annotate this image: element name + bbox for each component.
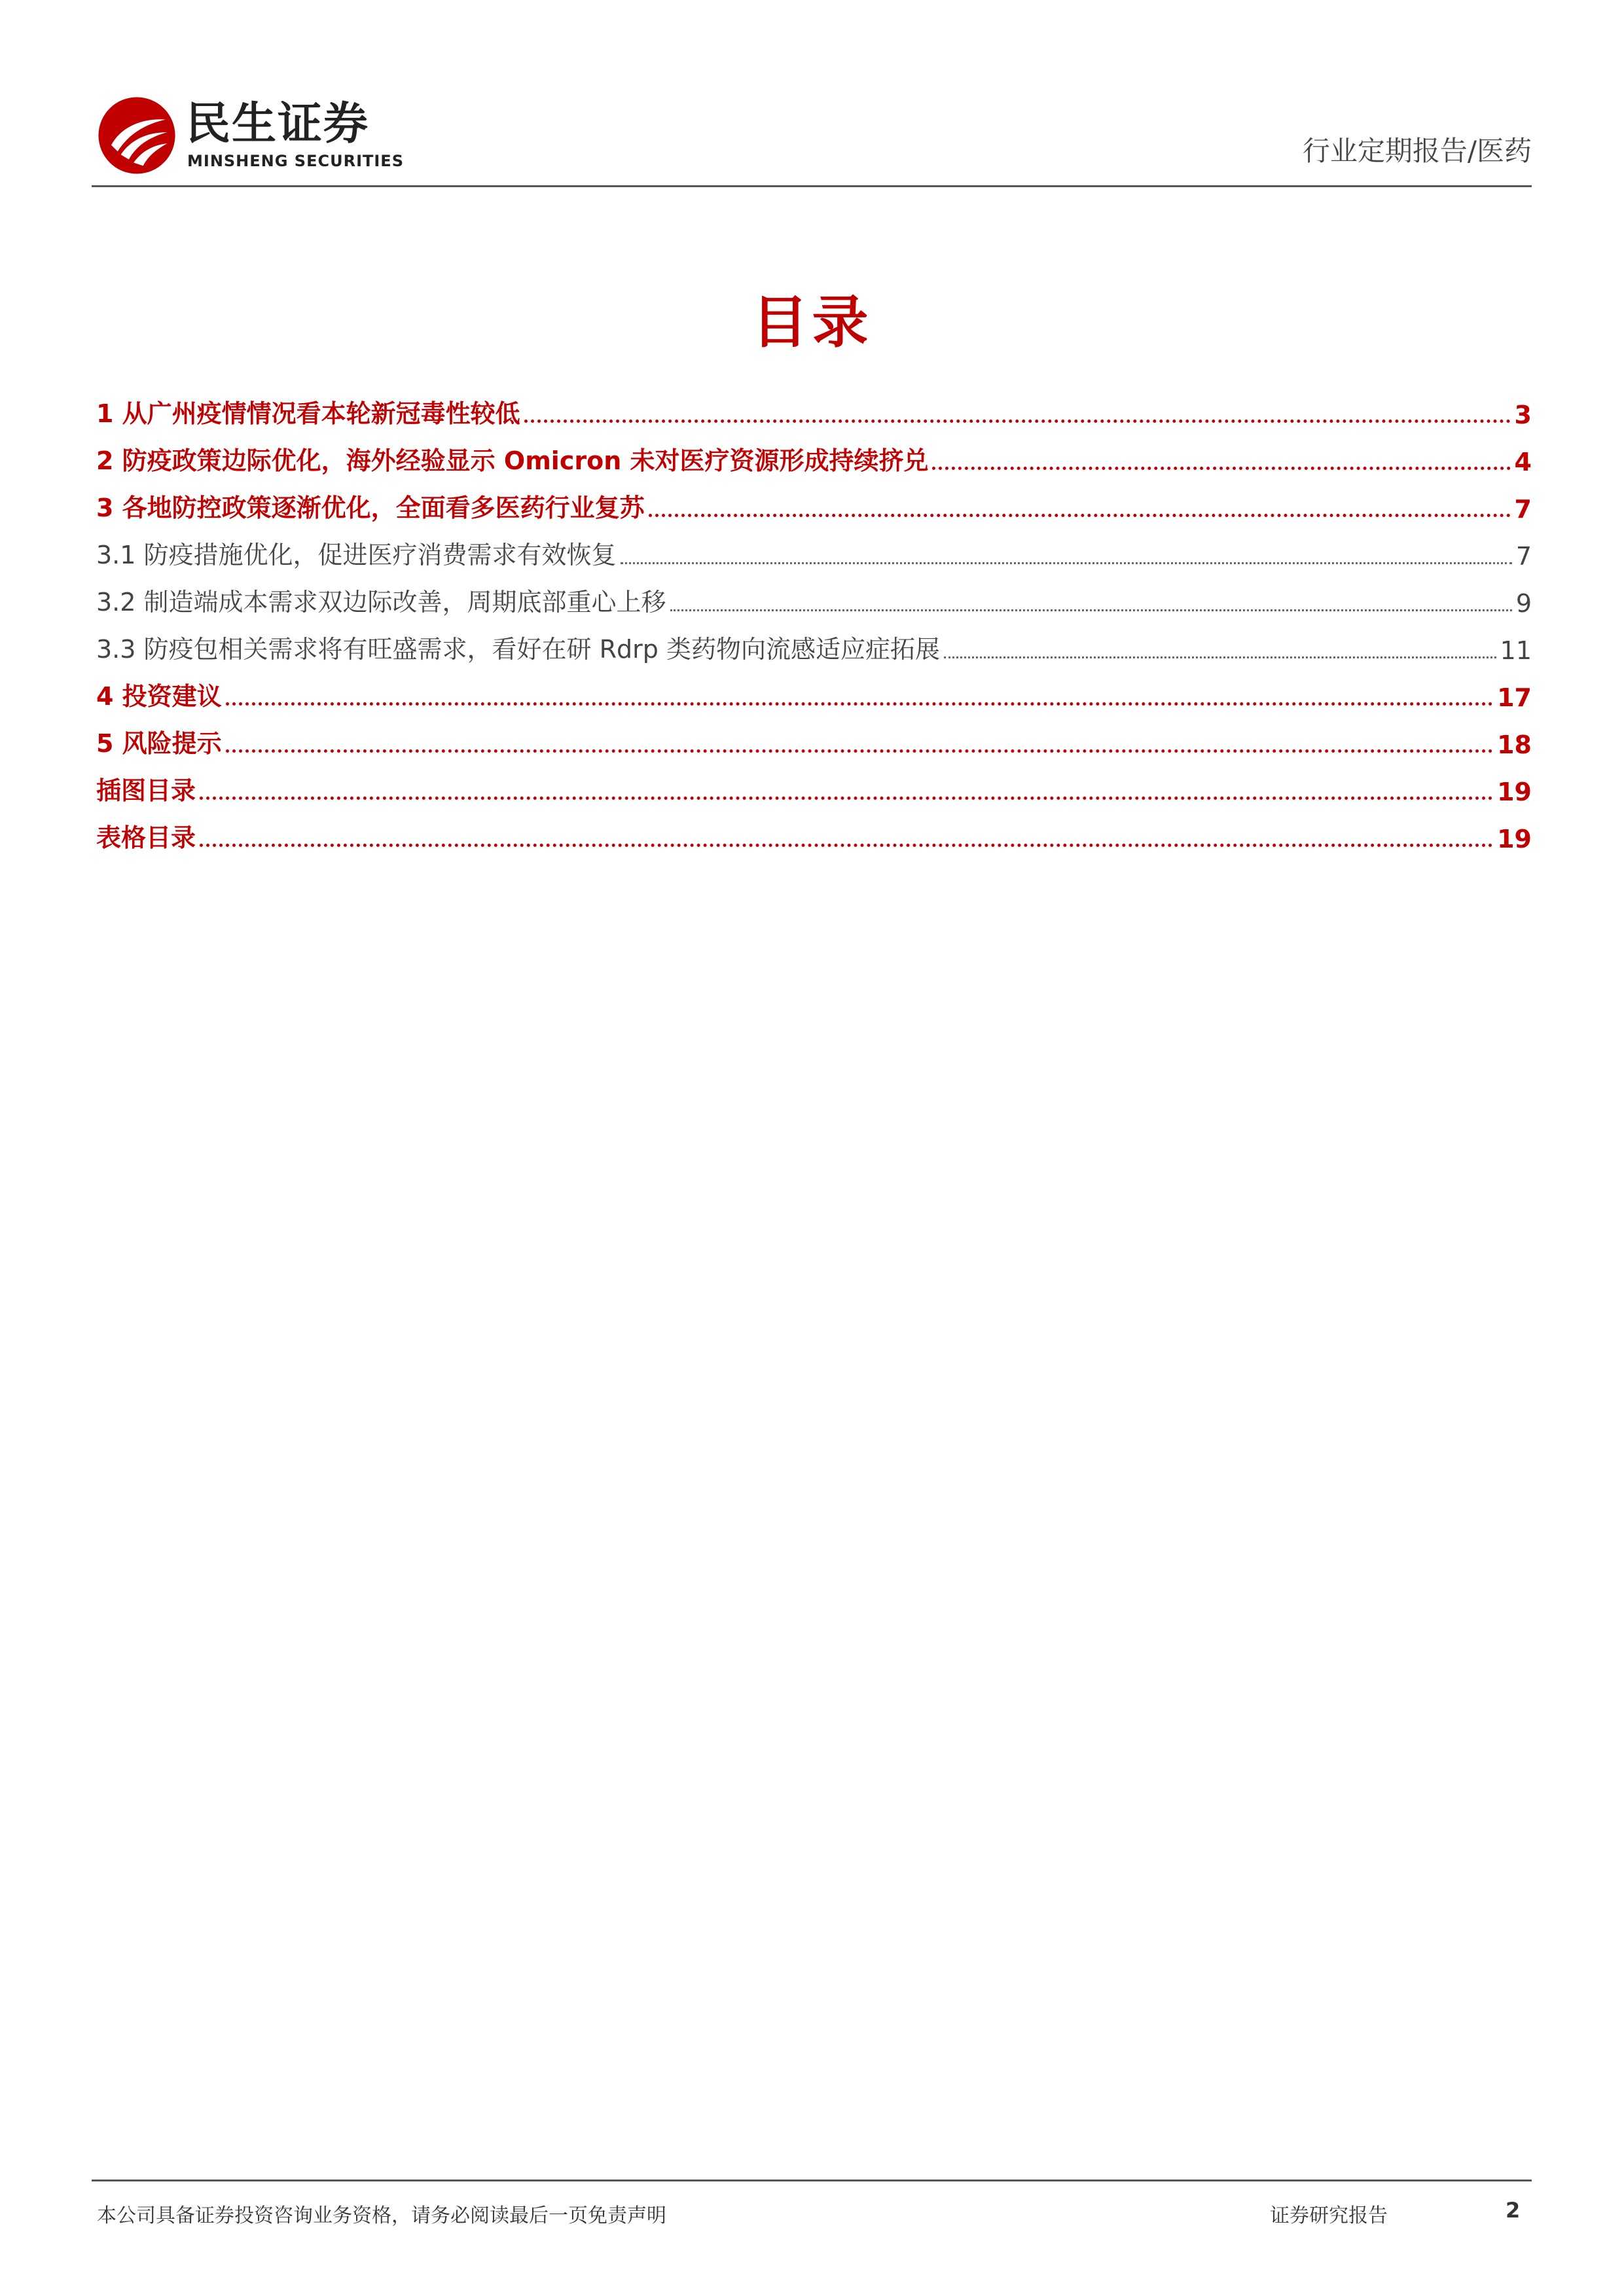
toc-entry-title: 表格目录 (96, 823, 196, 852)
toc-entry[interactable] (96, 624, 1532, 672)
toc-dot-leader (200, 797, 1493, 800)
toc-dot-leader (226, 702, 1493, 706)
toc-dot-leader (524, 420, 1511, 423)
toc-entry[interactable] (96, 577, 1532, 624)
toc-entry-page: 7 (1514, 495, 1532, 524)
logo-english-text: MINSHENG SECURITIES (187, 152, 404, 170)
toc-entry-page: 19 (1497, 778, 1532, 806)
logo-chinese-text: 民生证券 (186, 98, 370, 150)
toc-entry-title: 插图目录 (96, 776, 196, 805)
toc-entry-page: 11 (1500, 636, 1532, 665)
minsheng-logo-icon (97, 96, 177, 175)
toc-entry[interactable] (96, 719, 1532, 766)
toc-dot-leader (670, 609, 1512, 611)
toc-entry-title: 4 投资建议 (96, 682, 222, 711)
toc-dot-leader (649, 514, 1511, 517)
toc-entry[interactable] (96, 530, 1532, 577)
toc-title: 目录 (751, 290, 873, 355)
toc-entry[interactable] (96, 483, 1532, 530)
toc-dot-leader (944, 656, 1496, 658)
toc-entry-page: 9 (1515, 589, 1532, 618)
toc-entry-page: 3 (1514, 401, 1532, 429)
toc-entry-page: 17 (1497, 683, 1532, 712)
toc-dot-leader (621, 562, 1512, 564)
toc-entry[interactable] (96, 389, 1532, 436)
toc-entry-page: 4 (1514, 448, 1532, 476)
toc-entry[interactable] (96, 672, 1532, 719)
footer-disclaimer: 本公司具备证券投资咨询业务资格，请务必阅读最后一页免责声明 (97, 2204, 666, 2227)
toc-entry-title: 3.1 防疫措施优化，促进医疗消费需求有效恢复 (96, 541, 617, 569)
report-type: 行业定期报告/医药 (1302, 135, 1532, 167)
toc-entry-title: 2 防疫政策边际优化，海外经验显示 Omicron 未对医疗资源形成持续挤兑 (96, 446, 929, 475)
toc-entry-title: 5 风险提示 (96, 729, 222, 758)
toc-entry-page: 19 (1497, 825, 1532, 853)
toc-entry-title: 3.3 防疫包相关需求将有旺盛需求，看好在研 Rdrp 类药物向流感适应症拓展 (96, 635, 940, 664)
page-header (92, 86, 1532, 185)
toc-entry-title: 3.2 制造端成本需求双边际改善，周期底部重心上移 (96, 588, 666, 617)
toc-entry[interactable] (96, 766, 1532, 813)
header-divider (92, 185, 1532, 187)
toc-entry-title: 3 各地防控政策逐渐优化，全面看多医药行业复苏 (96, 493, 645, 522)
table-of-contents (96, 389, 1532, 860)
toc-dot-leader (200, 844, 1493, 847)
toc-dot-leader (226, 749, 1493, 753)
toc-entry-page: 18 (1497, 730, 1532, 759)
toc-entry-page: 7 (1515, 542, 1532, 571)
toc-entry[interactable] (96, 813, 1532, 860)
toc-entry[interactable] (96, 436, 1532, 483)
footer-divider (92, 2179, 1532, 2181)
toc-dot-leader (932, 467, 1510, 470)
toc-entry-title: 1 从广州疫情情况看本轮新冠毒性较低 (96, 399, 520, 428)
page-number: 2 (1506, 2198, 1521, 2223)
footer-doc-type: 证券研究报告 (1270, 2204, 1388, 2227)
